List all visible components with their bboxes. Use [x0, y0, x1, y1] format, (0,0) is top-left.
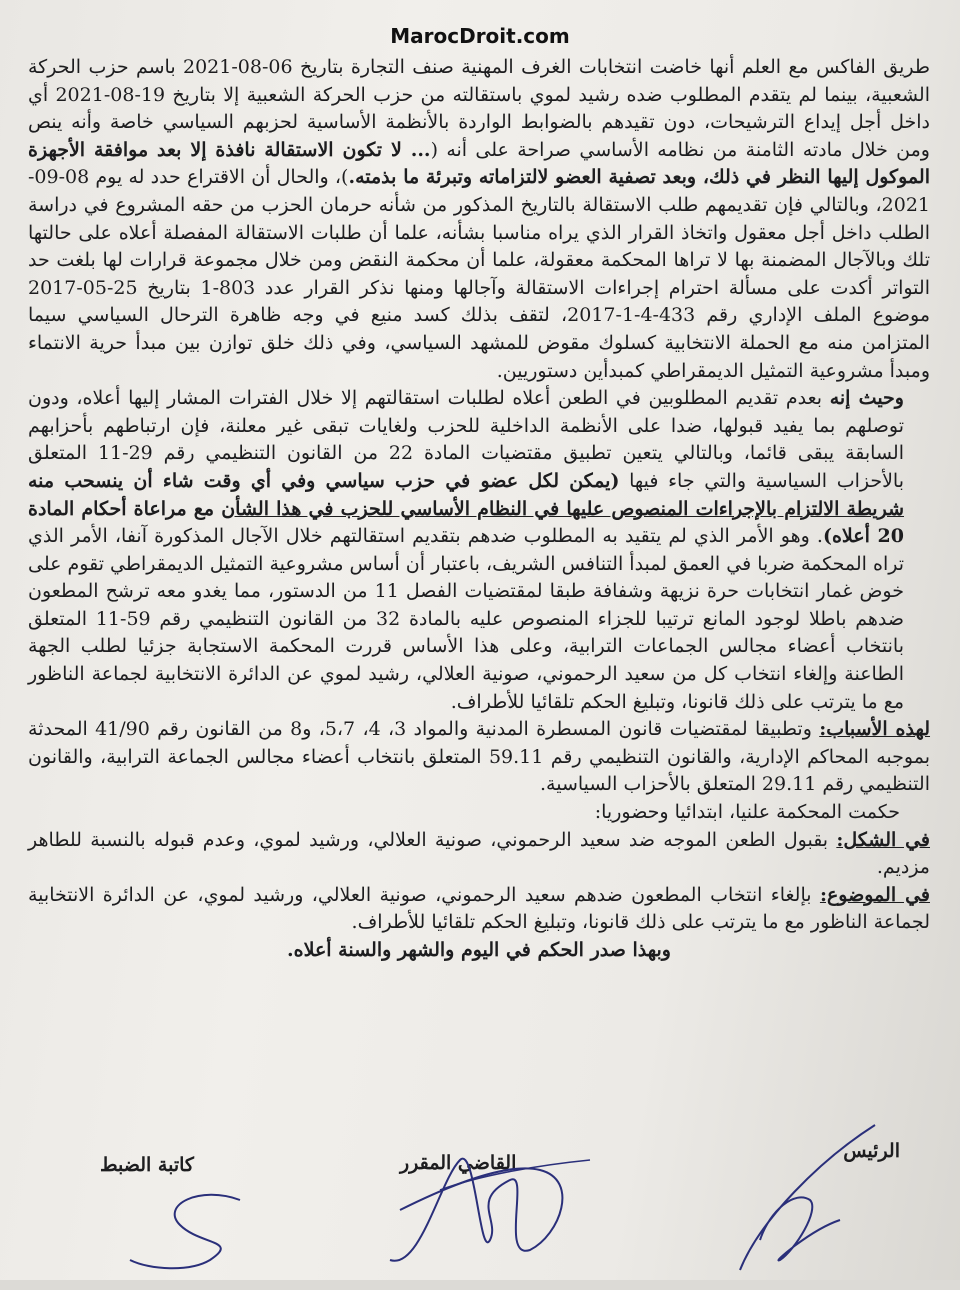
quoted-article-22: (يمكن لكل عضو في حزب سياسي وفي أي وقت شاء أن ينسحب منه	[28, 469, 620, 492]
judge-label: القاضي المقرر	[400, 1152, 517, 1174]
reasons-label: لهذه الأسباب:	[819, 718, 931, 741]
judgment-text	[28, 54, 930, 965]
paragraph-form	[28, 827, 930, 882]
paragraph-text: بقبول الطعن الموجه ضد سعيد الرحموني، صونية العلالي، ورشيد لموي، وعدم قبوله بالنسبة للطاهر مزديم.	[28, 828, 930, 879]
clerk-label: كاتبة الضبط	[100, 1154, 194, 1176]
paragraph-text: )، والحال أن الاقتراع حدد له يوم 08-09-2021، وبالتالي فإن تقديمهم طلب الاستقالة بالتاريخ المذكور من شأنه حرمان الحزب من حقه المشروع في دراسة الطلب داخل أجل معقول واتخاذ القرار الذي يراه مناسبا بشأنه، علما أن طلبات الاستقالة المفصلة أعلاه على حالتها تلك وبالآجال المضمنة بها لا تراها المحكمة معقولة، علما أن محكمة النقض ومن خلال مجموعة قرارات لها بلغت حد التواتر أكدت على مسألة احترام إجراءات الاستقالة وآجالها ومنها نذكر القرار عدد 803-1 بتاريخ 25-05-2017 موضوع الملف الإداري رقم 433-4-1-2017، لتقف بذلك كسد منيع في وجه ظاهرة الترحال السياسي سيما المتزامن منه مع الحملة الانتخابية كسلوك مقوض للمشهد السياسي، وفي ذلك خلق توازن بين مبدأ حرية الانتماء ومبدأ مشروعية التمثيل الديمقراطي كمبدأين دستوريين.	[28, 166, 930, 382]
clerk-signature-icon	[120, 1180, 260, 1280]
quoted-article-8: ... لا تكون الاستقالة نافذة إلا بعد موافقة الأجهزة الموكول إليها النظر في ذلك، وبعد تصفية العضو لالتزاماته وتبرئة ما بذمته.	[28, 138, 930, 189]
paragraph-text: بإلغاء انتخاب المطعون ضدهم سعيد الرحموني، صونية العلالي، ورشيد لموي، عن الدائرة الانتخابية لجماعة الناظور مع ما يترتب على ذلك قانونا، وتبليغ الحكم تلقائيا للأطراف.	[28, 883, 930, 934]
president-signature-icon	[700, 1120, 900, 1280]
form-label: في الشكل:	[836, 828, 930, 851]
paragraph-text: . وهو الأمر الذي لم يتقيد به المطلوب ضدهم بتقديم استقالتهم خلال الآجال المذكورة آنفا، الأمر الذي تراه المحكمة ضربا في العمق لمبدأ التنافس الشريف، باعتبار أن أساس مشروعية التمثيل الديمقراطي تقوم على خوض غمار انتخابات حرة نزيهة وشفافة طبقا لمقتضيات الفصل 11 من الدستور، مما يغدو معه ترشح المطعون ضدهم باطلا لوجود المانع ترتيبا للجزاء المنصوص عليه بالمادة 32 من القانون التنظيمي رقم 59-11 المتعلق بانتخاب أعضاء مجالس الجماعات الترابية، وعلى هذا الأساس قررت المحكمة الاستجابة جزئيا لطلب الجهة الطاعنة وإلغاء انتخاب كل من سعيد الرحموني، صونية العلالي، رشيد لموي عن الدائرة الانتخابية لجماعة الناظور مع ما يترتب على ذلك قانونا، وتبليغ الحكم تلقائيا للأطراف.	[28, 525, 904, 713]
closing-line: وبهذا صدر الحكم في اليوم والشهر والسنة أعلاه.	[287, 939, 671, 961]
ruling-line: حكمت المحكمة علنيا، ابتدائيا وحضوريا:	[594, 801, 900, 824]
watermark: MarocDroit.com	[390, 24, 570, 48]
paragraph-whereas	[28, 385, 930, 716]
paragraph-merits	[28, 882, 930, 937]
president-label: الرئيس	[843, 1140, 900, 1162]
whereas-label: وحيث إنه	[829, 387, 904, 410]
paragraph-text: طريق الفاكس مع العلم أنها خاضت انتخابات الغرف المهنية صنف التجارة بتاريخ 06-08-2021 باسم حزب الحركة الشعبية، بينما لم يتقدم المطلوب ضده رشيد لموي باستقالته من حزب الحركة الشعبية إلا بتاريخ 19-08-2021 أي داخل أجل إيداع الترشيحات، دون تقيدهم بالضوابط الواردة بالأنظمة الأساسية لحزبهم السياسي خاصة وأنه ينص ومن خلال مادته الثامنة من نظامه الأساسي صراحة على أنه (	[28, 56, 930, 161]
paragraph-text: بعدم تقديم المطلوبين في الطعن أعلاه لطلبات استقالتهم إلا خلال الفترات المشار إليها أعلاه، ودون توصلهم بما يفيد قبولها، ضدا على الأنظمة الداخلية للحزب ولغايات تبقى غير معلنة، فإن ارتباطهم بأحزابهم السابقة يبقى قائما، وبالتالي يتعين تطبيق مقتضيات المادة 22 من القانون التنظيمي رقم 29-11 المتعلق بالأحزاب السياسية والتي جاء فيها	[28, 387, 904, 492]
quoted-article-22-end: مع مراعاة أحكام المادة 20 أعلاه)	[28, 497, 904, 548]
paragraph-resignation	[28, 54, 930, 385]
signature-block	[0, 1140, 960, 1280]
paragraph-text: وتطبيقا لمقتضيات قانون المسطرة المدنية والمواد 3، 4، 5،7، و8 من القانون رقم 41/90 المحدثة بموجبه المحاكم الإدارية، والقانون التنظيمي رقم 59.11 المتعلق بانتخاب أعضاء مجالس الجماعة الترابية، والقانون التنظيمي رقم 29.11 المتعلق بالأحزاب السياسية.	[28, 718, 930, 796]
merits-label: في الموضوع:	[819, 883, 930, 906]
quoted-article-22-underlined: شريطة الالتزام بالإجراءات المنصوص عليها في النظام الأساسي للحزب في هذا الشأن	[221, 497, 904, 520]
judge-signature-icon	[380, 1140, 600, 1290]
paragraph-reasons	[28, 716, 930, 799]
